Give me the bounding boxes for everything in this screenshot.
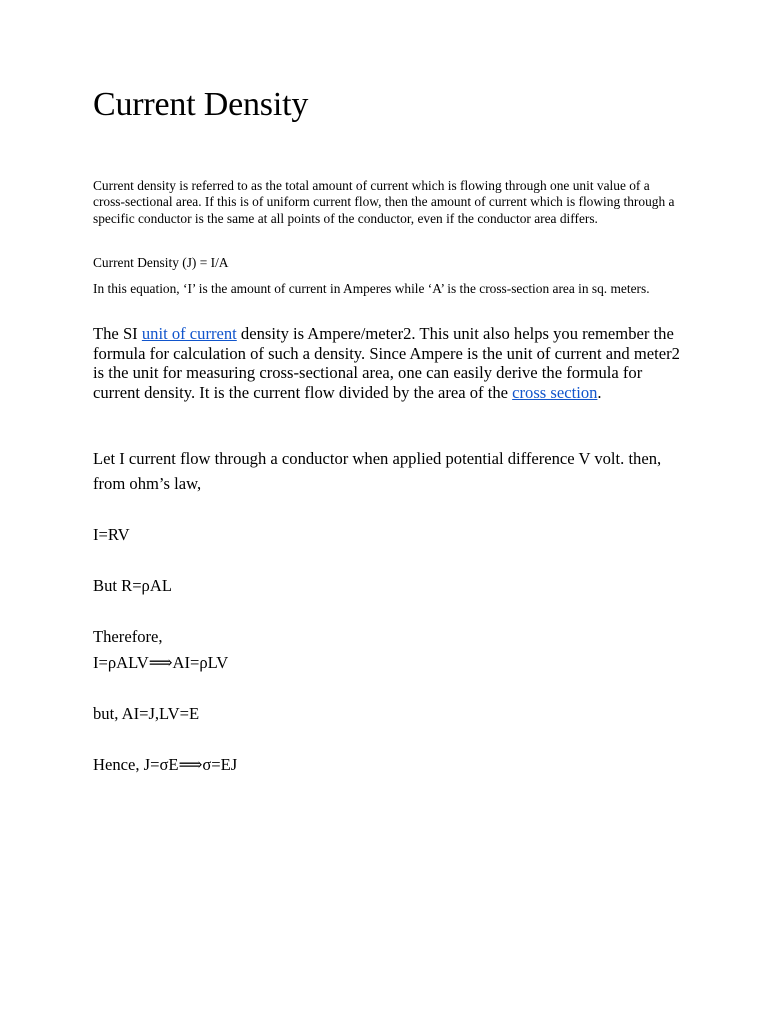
formula-line: Current Density (J) = I/A bbox=[93, 255, 229, 270]
si-text-part3: . bbox=[597, 382, 602, 402]
si-text-part1: The SI bbox=[93, 324, 142, 343]
si-unit-paragraph bbox=[93, 324, 683, 402]
derivation-step-4: but, AI=J,LV=E bbox=[93, 704, 200, 723]
page-title: Current Density bbox=[93, 86, 309, 123]
definition-paragraph: Current density is referred to as the total amount of current which is flowing through one unit value of a cross-sectional area. If this is of uniform current flow, then the amount of current which is flowing through a specific conductor is the same at all points of the conductor, even if the conductor area differs. bbox=[93, 178, 675, 226]
derivation-intro: Let I current flow through a conductor when applied potential difference V volt. then, from ohm’s law, bbox=[93, 449, 662, 493]
derivation-step-2: But R=ρAL bbox=[93, 576, 172, 595]
derivation-step-3: I=ρALV⟹AI=ρLV bbox=[93, 653, 229, 672]
derivation-step-5: Hence, J=σE⟹σ=EJ bbox=[93, 755, 238, 774]
derivation-step-3-label: Therefore, bbox=[93, 627, 163, 646]
derivation-step-1: I=RV bbox=[93, 525, 130, 544]
equation-note-paragraph: In this equation, ‘I’ is the amount of current in Amperes while ‘A’ is the cross-section area in sq. meters. bbox=[93, 281, 650, 296]
si-text-part2: density is Ampere/meter2. This unit also helps you remember the formula for calculation of such a density. Since Ampere is the unit of current and meter2 is the unit for measuring cross-sectional area, one can easily derive the formula for current density. It is the current flow divided by the area of the bbox=[93, 324, 680, 402]
unit-of-current-link[interactable]: unit of current bbox=[141, 324, 237, 343]
cross-section-link[interactable]: cross section bbox=[512, 382, 598, 402]
